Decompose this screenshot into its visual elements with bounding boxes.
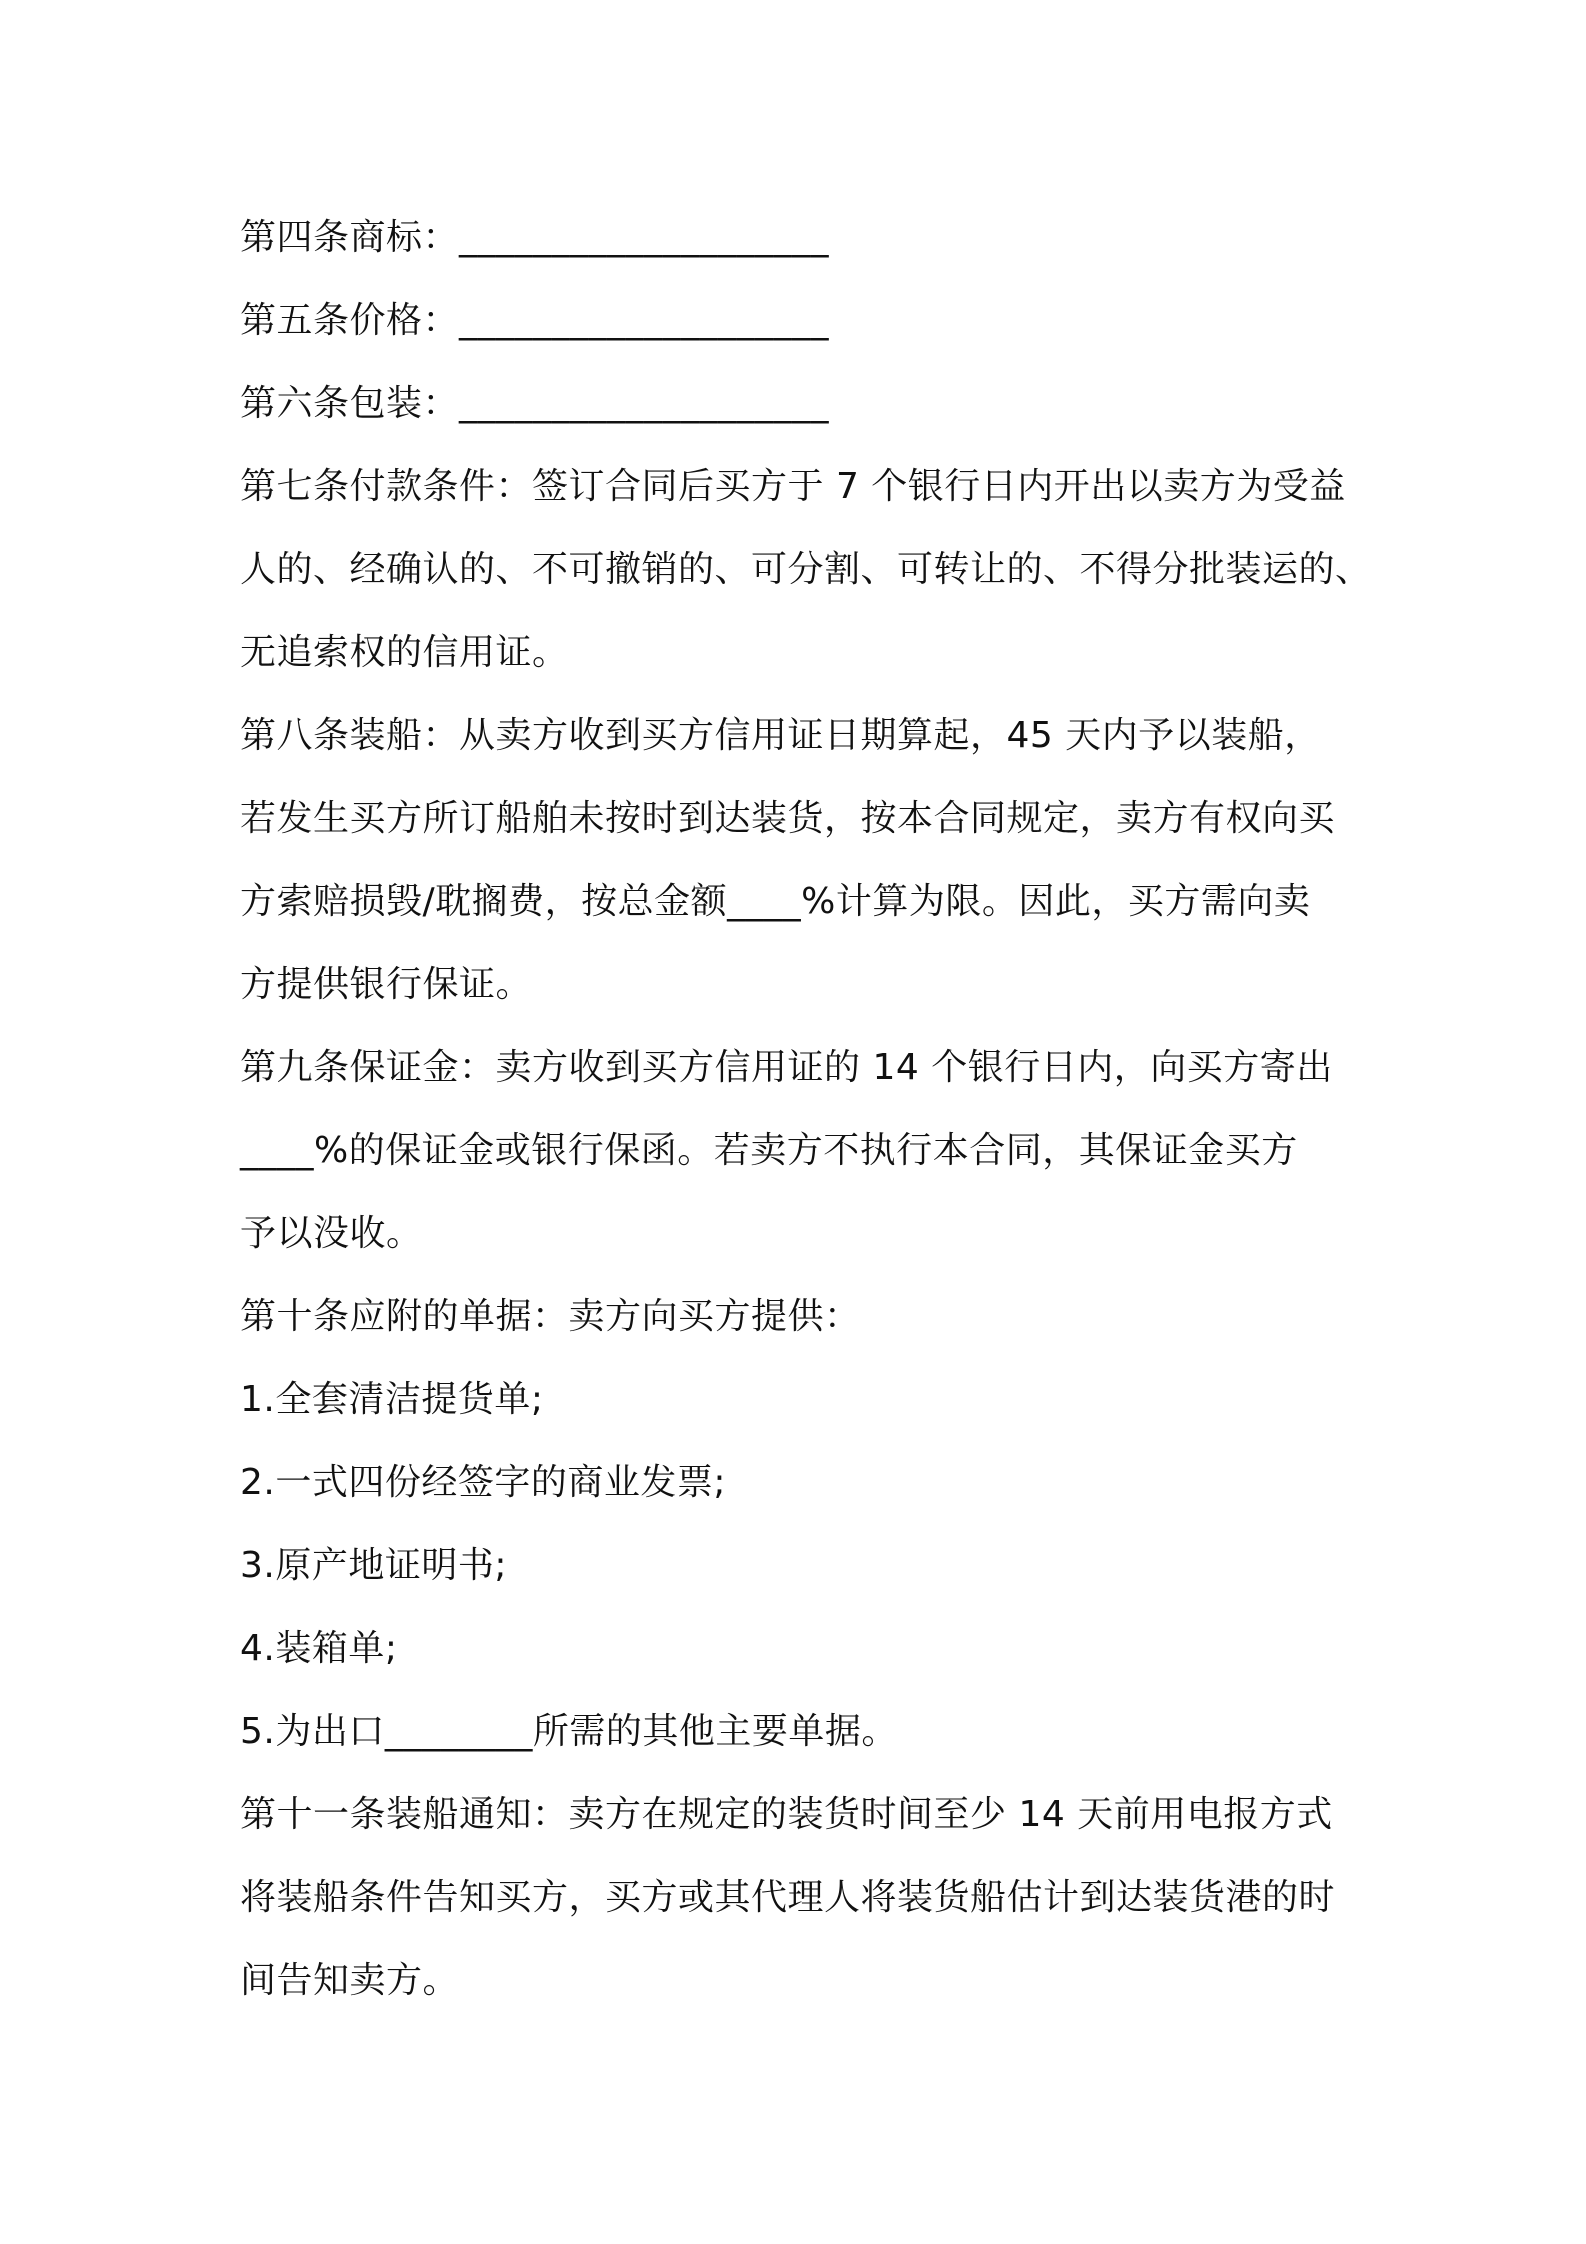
document-body <box>240 196 1372 2022</box>
clause-9-deposit-line-1: 第九条保证金：卖方收到买方信用证的 14 个银行日内，向买方寄出 <box>240 1047 1333 1088</box>
clause-11-notice-line-3: 间告知卖方。 <box>240 1960 460 2001</box>
clause-6-packing: 第六条包装：____________________ <box>240 383 830 424</box>
document-item-4: 4.装箱单; <box>240 1628 398 1669</box>
clause-5-price: 第五条价格：____________________ <box>240 300 830 341</box>
clause-11-notice-line-2: 将装船条件告知买方，买方或其代理人将装货船估计到达装货港的时 <box>240 1877 1336 1918</box>
clause-8-shipment-line-2: 若发生买方所订船舶未按时到达装货，按本合同规定，卖方有权向买 <box>240 798 1336 839</box>
clause-11-notice-line-1: 第十一条装船通知：卖方在规定的装货时间至少 14 天前用电报方式 <box>240 1794 1333 1835</box>
clause-9-deposit-line-3: 予以没收。 <box>240 1213 423 1254</box>
clause-8-shipment-line-1: 第八条装船：从卖方收到买方信用证日期算起，45 天内予以装船， <box>240 715 1321 756</box>
clause-10-documents: 第十条应附的单据：卖方向买方提供： <box>240 1296 861 1337</box>
clause-7-payment-line-3: 无追索权的信用证。 <box>240 632 569 673</box>
document-item-2: 2.一式四份经签字的商业发票; <box>240 1462 726 1503</box>
clause-4-trademark: 第四条商标：____________________ <box>240 217 830 258</box>
clause-9-deposit-line-2: ____%的保证金或银行保函。若卖方不执行本合同，其保证金买方 <box>240 1130 1298 1171</box>
document-item-5: 5.为出口________所需的其他主要单据。 <box>240 1711 898 1752</box>
document-item-3: 3.原产地证明书; <box>240 1545 507 1586</box>
clause-7-payment-line-2: 人的、经确认的、不可撤销的、可分割、可转让的、不得分批装运的、 <box>240 549 1372 590</box>
clause-7-payment-line-1: 第七条付款条件：签订合同后买方于 7 个银行日内开出以卖方为受益 <box>240 466 1346 507</box>
clause-8-shipment-line-3: 方索赔损毁/耽搁费，按总金额____%计算为限。因此，买方需向卖 <box>240 881 1311 922</box>
document-item-1: 1.全套清洁提货单; <box>240 1379 544 1420</box>
clause-8-shipment-line-4: 方提供银行保证。 <box>240 964 533 1005</box>
